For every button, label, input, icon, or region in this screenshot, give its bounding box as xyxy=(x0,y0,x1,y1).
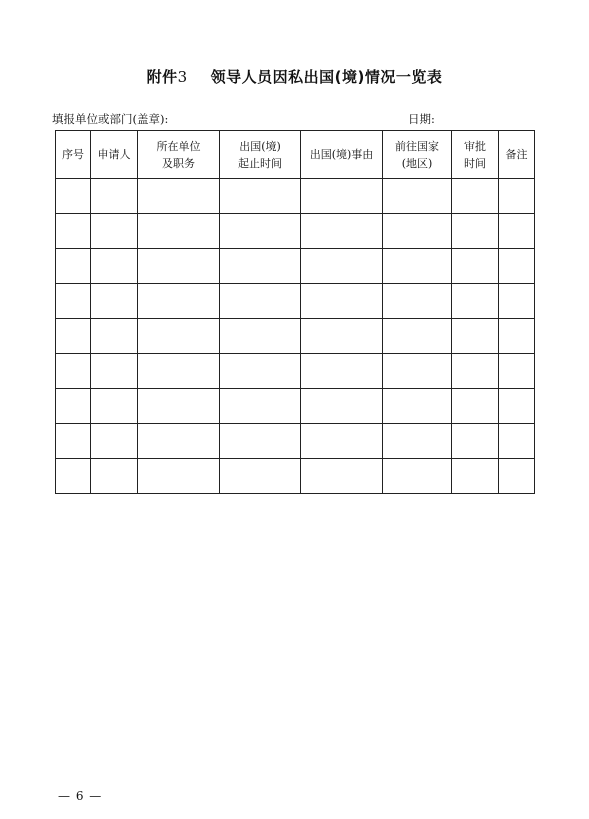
table-row xyxy=(56,284,535,319)
table-cell[interactable] xyxy=(383,424,452,459)
column-header-line1: 序号 xyxy=(62,148,84,161)
table-cell[interactable] xyxy=(56,459,91,494)
title-text: 领导人员因私出国(境)情况一览表 xyxy=(210,68,443,86)
table-cell[interactable] xyxy=(383,354,452,389)
table-cell[interactable] xyxy=(220,179,301,214)
table-cell[interactable] xyxy=(452,284,499,319)
table-cell[interactable] xyxy=(499,354,535,389)
table-row xyxy=(56,214,535,249)
table-cell[interactable] xyxy=(91,354,138,389)
table-cell[interactable] xyxy=(301,179,383,214)
table-cell[interactable] xyxy=(452,249,499,284)
table-cell[interactable] xyxy=(452,389,499,424)
column-header-line1: 出国(境) xyxy=(239,139,281,153)
column-header-line1: 所在单位 xyxy=(156,139,201,153)
table-cell[interactable] xyxy=(499,389,535,424)
table-cell[interactable] xyxy=(301,424,383,459)
column-header xyxy=(301,131,383,179)
table-cell[interactable] xyxy=(499,459,535,494)
table-cell[interactable] xyxy=(91,389,138,424)
table-cell[interactable] xyxy=(56,424,91,459)
table-cell[interactable] xyxy=(383,249,452,284)
table-cell[interactable] xyxy=(301,284,383,319)
table-cell[interactable] xyxy=(452,459,499,494)
table-cell[interactable] xyxy=(301,354,383,389)
table-cell[interactable] xyxy=(56,179,91,214)
column-header-line1: 审批 xyxy=(464,139,486,153)
page-number: — 6 — xyxy=(58,789,103,803)
table-cell[interactable] xyxy=(220,424,301,459)
table-cell[interactable] xyxy=(56,389,91,424)
table-cell[interactable] xyxy=(91,214,138,249)
table-cell[interactable] xyxy=(56,354,91,389)
table-cell[interactable] xyxy=(499,249,535,284)
column-header-line1: 申请人 xyxy=(97,148,131,161)
column-header xyxy=(138,131,220,179)
table-cell[interactable] xyxy=(56,319,91,354)
table-cell[interactable] xyxy=(138,179,220,214)
column-header xyxy=(56,131,91,179)
table-cell[interactable] xyxy=(452,179,499,214)
table-cell[interactable] xyxy=(138,424,220,459)
table-cell[interactable] xyxy=(452,424,499,459)
table-cell[interactable] xyxy=(91,179,138,214)
table-row xyxy=(56,354,535,389)
table-cell[interactable] xyxy=(138,319,220,354)
column-header xyxy=(499,131,535,179)
table-cell[interactable] xyxy=(138,389,220,424)
table-cell[interactable] xyxy=(499,424,535,459)
table-cell[interactable] xyxy=(91,319,138,354)
table-cell[interactable] xyxy=(138,249,220,284)
table-row xyxy=(56,424,535,459)
table-cell[interactable] xyxy=(383,284,452,319)
unit-label: 填报单位或部门(盖章): xyxy=(52,112,169,126)
table-cell[interactable] xyxy=(91,424,138,459)
column-header-line2: 时间 xyxy=(464,156,486,170)
table-cell[interactable] xyxy=(452,214,499,249)
table-row xyxy=(56,389,535,424)
table-row xyxy=(56,319,535,354)
column-header-line1: 备注 xyxy=(505,148,528,161)
table-cell[interactable] xyxy=(56,214,91,249)
table-cell[interactable] xyxy=(138,214,220,249)
table-cell[interactable] xyxy=(138,354,220,389)
title-prefix: 附件 xyxy=(146,68,178,86)
table-cell[interactable] xyxy=(220,459,301,494)
column-header xyxy=(383,131,452,179)
table-cell[interactable] xyxy=(499,179,535,214)
table-body xyxy=(56,179,535,494)
table-row xyxy=(56,179,535,214)
info-table xyxy=(55,130,535,494)
column-header-line2: (地区) xyxy=(401,156,433,170)
table-cell[interactable] xyxy=(220,284,301,319)
table-cell[interactable] xyxy=(91,284,138,319)
table-row xyxy=(56,249,535,284)
column-header-line1: 出国(境)事由 xyxy=(309,148,374,161)
table-row xyxy=(56,459,535,494)
table-cell[interactable] xyxy=(220,249,301,284)
table-cell[interactable] xyxy=(56,249,91,284)
table-cell[interactable] xyxy=(91,459,138,494)
column-header xyxy=(452,131,499,179)
column-header xyxy=(220,131,301,179)
table-cell[interactable] xyxy=(138,284,220,319)
table-cell[interactable] xyxy=(301,249,383,284)
title-gap xyxy=(188,68,211,86)
table-cell[interactable] xyxy=(383,459,452,494)
title-number: 3 xyxy=(177,68,188,86)
table-cell[interactable] xyxy=(301,214,383,249)
column-header-line1: 前往国家 xyxy=(395,139,439,153)
table-cell[interactable] xyxy=(383,319,452,354)
column-header xyxy=(91,131,138,179)
table-cell[interactable] xyxy=(56,284,91,319)
table-cell[interactable] xyxy=(383,214,452,249)
table-cell[interactable] xyxy=(91,249,138,284)
table-cell[interactable] xyxy=(301,319,383,354)
column-header-line2: 起止时间 xyxy=(238,156,282,170)
table-cell[interactable] xyxy=(301,459,383,494)
column-header-line2: 及职务 xyxy=(162,156,195,170)
page-title xyxy=(0,66,589,87)
table-cell[interactable] xyxy=(452,354,499,389)
table-cell[interactable] xyxy=(499,319,535,354)
table-cell[interactable] xyxy=(383,179,452,214)
table-cell[interactable] xyxy=(452,319,499,354)
table-cell[interactable] xyxy=(383,389,452,424)
table-cell[interactable] xyxy=(499,214,535,249)
table-cell[interactable] xyxy=(220,389,301,424)
table-cell[interactable] xyxy=(138,459,220,494)
table-cell[interactable] xyxy=(301,389,383,424)
table-cell[interactable] xyxy=(220,319,301,354)
date-label: 日期: xyxy=(408,112,435,126)
table-header-row xyxy=(56,131,535,179)
table-cell[interactable] xyxy=(220,214,301,249)
table-cell[interactable] xyxy=(220,354,301,389)
table-cell[interactable] xyxy=(499,284,535,319)
